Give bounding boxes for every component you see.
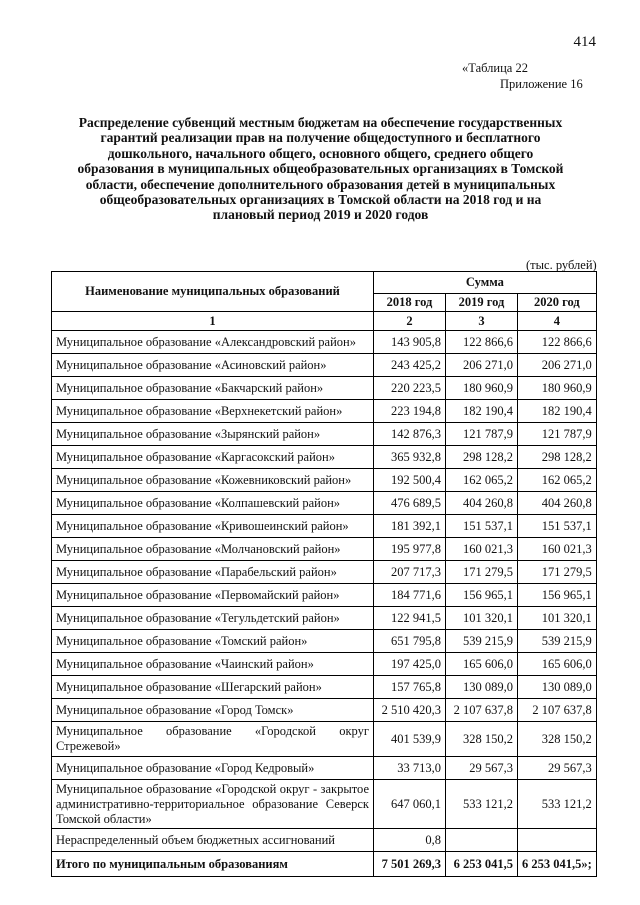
value-2019: 130 089,0 <box>446 676 518 699</box>
value-2018: 243 425,2 <box>374 354 446 377</box>
closing-quote: »; <box>581 856 592 871</box>
value-2020: 171 279,5 <box>518 561 597 584</box>
value-2018: 647 060,1 <box>374 780 446 829</box>
value-2020: 130 089,0 <box>518 676 597 699</box>
value-2020: 206 271,0 <box>518 354 597 377</box>
total-2018: 7 501 269,3 <box>374 852 446 877</box>
value-2019: 180 960,9 <box>446 377 518 400</box>
header-year-2019: 2019 год <box>446 294 518 312</box>
value-2018: 365 932,8 <box>374 446 446 469</box>
value-2020: 101 320,1 <box>518 607 597 630</box>
municipality-name: Муниципальное образование «Парабельский район» <box>52 561 374 584</box>
table-row <box>52 492 597 515</box>
value-2019: 539 215,9 <box>446 630 518 653</box>
municipality-name: Муниципальное образование «Каргасокский район» <box>52 446 374 469</box>
value-2020: 182 190,4 <box>518 400 597 423</box>
table-row <box>52 331 597 354</box>
municipality-name: Муниципальное образование «Бакчарский район» <box>52 377 374 400</box>
municipality-name: Муниципальное образование «Первомайский район» <box>52 584 374 607</box>
value-2019: 162 065,2 <box>446 469 518 492</box>
municipality-name: Муниципальное образование «Городской округ Стрежевой» <box>52 722 374 757</box>
municipality-name: Муниципальное образование «Верхнекетский район» <box>52 400 374 423</box>
value-2018: 207 717,3 <box>374 561 446 584</box>
value-2018: 192 500,4 <box>374 469 446 492</box>
value-2018: 195 977,8 <box>374 538 446 561</box>
table-row <box>52 469 597 492</box>
value-2019: 533 121,2 <box>446 780 518 829</box>
value-2020: 180 960,9 <box>518 377 597 400</box>
value-2019: 151 537,1 <box>446 515 518 538</box>
subvention-table <box>51 271 597 877</box>
header-year-2020: 2020 год <box>518 294 597 312</box>
value-2020 <box>518 829 597 852</box>
appendix-label: Приложение 16 <box>500 77 583 91</box>
table-row <box>52 722 597 757</box>
value-2018: 2 510 420,3 <box>374 699 446 722</box>
page-number: 414 <box>573 34 596 50</box>
total-2019: 6 253 041,5 <box>446 852 518 877</box>
value-2019: 156 965,1 <box>446 584 518 607</box>
header-name: Наименование муниципальных образований <box>52 272 374 312</box>
municipality-name: Муниципальное образование «Шегарский район» <box>52 676 374 699</box>
total-2020: 6 253 041,5 <box>522 856 582 871</box>
total-row <box>52 852 597 877</box>
value-2019: 328 150,2 <box>446 722 518 757</box>
col-number: 2 <box>374 312 446 331</box>
table-row <box>52 377 597 400</box>
value-2020: 539 215,9 <box>518 630 597 653</box>
col-number: 4 <box>518 312 597 331</box>
municipality-name: Муниципальное образование «Кривошеинский район» <box>52 515 374 538</box>
value-2019: 160 021,3 <box>446 538 518 561</box>
value-2018: 223 194,8 <box>374 400 446 423</box>
total-label: Итого по муниципальным образованиям <box>52 852 374 877</box>
municipality-name: Муниципальное образование «Город Кедровый» <box>52 757 374 780</box>
value-2019: 101 320,1 <box>446 607 518 630</box>
table-row <box>52 561 597 584</box>
total-2020-cell <box>518 852 597 877</box>
value-2018: 157 765,8 <box>374 676 446 699</box>
value-2018: 181 392,1 <box>374 515 446 538</box>
col-number: 3 <box>446 312 518 331</box>
table-row <box>52 699 597 722</box>
municipality-name: Муниципальное образование «Тегульдетский район» <box>52 607 374 630</box>
value-2019: 29 567,3 <box>446 757 518 780</box>
value-2018: 0,8 <box>374 829 446 852</box>
value-2019: 2 107 637,8 <box>446 699 518 722</box>
municipality-name: Муниципальное образование «Томский район» <box>52 630 374 653</box>
value-2018: 401 539,9 <box>374 722 446 757</box>
table-row <box>52 676 597 699</box>
municipality-name: Муниципальное образование «Чаинский район» <box>52 653 374 676</box>
col-number: 1 <box>52 312 374 331</box>
value-2019: 182 190,4 <box>446 400 518 423</box>
table-row <box>52 780 597 829</box>
value-2018: 143 905,8 <box>374 331 446 354</box>
value-2018: 33 713,0 <box>374 757 446 780</box>
value-2019: 404 260,8 <box>446 492 518 515</box>
municipality-name: Муниципальное образование «Кожевниковский район» <box>52 469 374 492</box>
value-2020: 165 606,0 <box>518 653 597 676</box>
table-row <box>52 423 597 446</box>
value-2020: 328 150,2 <box>518 722 597 757</box>
value-2020: 533 121,2 <box>518 780 597 829</box>
value-2020: 160 021,3 <box>518 538 597 561</box>
table-row <box>52 515 597 538</box>
value-2020: 151 537,1 <box>518 515 597 538</box>
table-label: «Таблица 22 <box>462 61 528 75</box>
table-row <box>52 538 597 561</box>
value-2020: 121 787,9 <box>518 423 597 446</box>
table-row <box>52 653 597 676</box>
municipality-name: Муниципальное образование «Городской округ - закрытое административно-территориальное образование Северск Томской области» <box>52 780 374 829</box>
value-2018: 122 941,5 <box>374 607 446 630</box>
value-2020: 404 260,8 <box>518 492 597 515</box>
value-2019: 121 787,9 <box>446 423 518 446</box>
municipality-name: Муниципальное образование «Асиновский район» <box>52 354 374 377</box>
value-2018: 197 425,0 <box>374 653 446 676</box>
value-2018: 476 689,5 <box>374 492 446 515</box>
value-2019 <box>446 829 518 852</box>
value-2018: 184 771,6 <box>374 584 446 607</box>
value-2018: 220 223,5 <box>374 377 446 400</box>
value-2019: 165 606,0 <box>446 653 518 676</box>
value-2019: 298 128,2 <box>446 446 518 469</box>
table-row <box>52 757 597 780</box>
units-label: (тыс. рублей) <box>526 258 597 272</box>
municipality-name: Нераспределенный объем бюджетных ассигнований <box>52 829 374 852</box>
value-2019: 122 866,6 <box>446 331 518 354</box>
municipality-name: Муниципальное образование «Молчановский район» <box>52 538 374 561</box>
table-row <box>52 829 597 852</box>
value-2019: 171 279,5 <box>446 561 518 584</box>
value-2020: 29 567,3 <box>518 757 597 780</box>
municipality-name: Муниципальное образование «Александровский район» <box>52 331 374 354</box>
table-row <box>52 584 597 607</box>
municipality-name: Муниципальное образование «Зырянский район» <box>52 423 374 446</box>
header-year-2018: 2018 год <box>374 294 446 312</box>
municipality-name: Муниципальное образование «Город Томск» <box>52 699 374 722</box>
table-row <box>52 400 597 423</box>
value-2018: 142 876,3 <box>374 423 446 446</box>
value-2020: 162 065,2 <box>518 469 597 492</box>
document-title: Распределение субвенций местным бюджетам на обеспечение государственных гарантий реализации прав на получение общедоступного и бесплатного дошкольного, начального общего, основного общего, среднего общего образования в муниципальных общеобразовательных организациях в Томской области, обеспечение дополнительного образования детей в муниципальных общеобразовательных организациях в Томской области на 2018 год и на плановый период 2019 и 2020 годов <box>77 115 564 223</box>
table-row <box>52 630 597 653</box>
table-row <box>52 607 597 630</box>
table-row <box>52 446 597 469</box>
value-2019: 206 271,0 <box>446 354 518 377</box>
value-2020: 298 128,2 <box>518 446 597 469</box>
table-row <box>52 354 597 377</box>
value-2020: 156 965,1 <box>518 584 597 607</box>
value-2020: 122 866,6 <box>518 331 597 354</box>
municipality-name: Муниципальное образование «Колпашевский район» <box>52 492 374 515</box>
header-sum: Сумма <box>374 272 597 294</box>
value-2018: 651 795,8 <box>374 630 446 653</box>
value-2020: 2 107 637,8 <box>518 699 597 722</box>
